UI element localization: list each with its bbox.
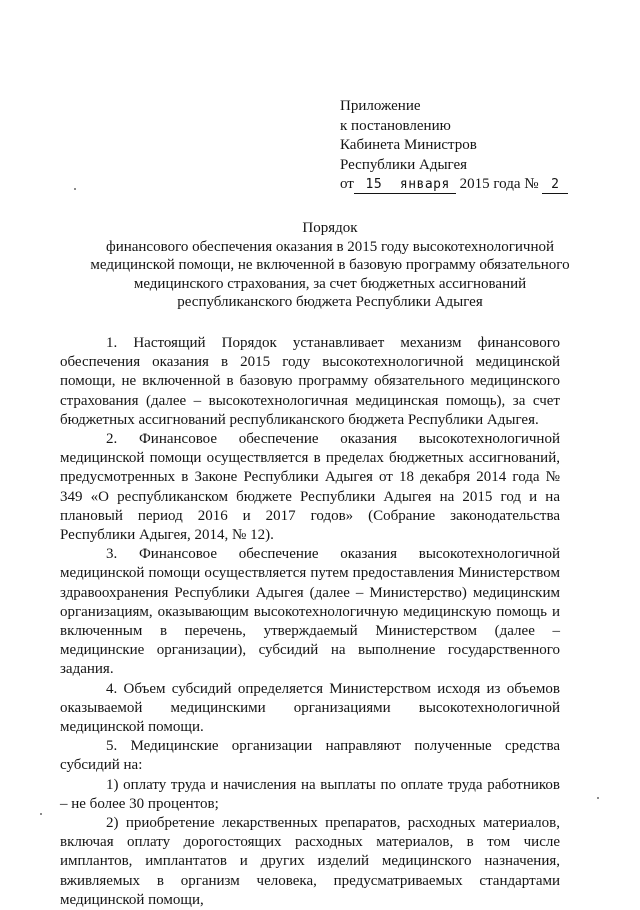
document-title — [60, 219, 600, 312]
paragraph-5: 5. Медицинские организации направляют полученные средства субсидий на: — [60, 738, 560, 774]
paragraph-5-item-1: 1) оплату труда и начисления на выплаты по оплате труда работников – не более 30 процентов; — [60, 776, 560, 812]
scan-speck — [597, 797, 599, 799]
title-line-3: медицинской помощи, не включенной в базовую программу обязательного — [90, 257, 570, 273]
scan-speck — [74, 188, 76, 190]
title-line-2: финансового обеспечения оказания в 2015 году высокотехнологичной — [105, 238, 555, 255]
title-line-5: республиканского бюджета Республики Адыгея — [177, 294, 483, 310]
date-month-handwritten: января — [394, 177, 456, 194]
document-body — [60, 334, 560, 910]
appendix-line-1: Приложение — [340, 98, 421, 114]
appendix-header — [340, 97, 600, 195]
paragraph-1: 1. Настоящий Порядок устанавливает механизм финансового обеспечения оказания в 2015 году высокотехнологичной медицинской помощи, не включенной в базовую программу обязательного медицинского страхования (далее – высокотехнологичная медицинская помощь), за счет бюджетных ассигнований республиканского бюджета Республики Адыгея. — [60, 335, 560, 428]
date-day-handwritten: 15 — [354, 177, 394, 194]
appendix-line-2: к постановлению — [340, 117, 451, 134]
title-line-4: медицинского страхования, за счет бюджетных ассигнований — [133, 275, 527, 292]
paragraph-4: 4. Объем субсидий определяется Министерством исходя из объемов оказываемой медицинскими организациями высокотехнологичной медицинской помощи. — [60, 680, 560, 736]
date-year: 2015 года № — [459, 176, 539, 192]
paragraph-3: 3. Финансовое обеспечение оказания высокотехнологичной медицинской помощи осуществляется путем предоставления Министерством здравоохранения Республики Адыгея (далее – Министерство) медицинским организациям, оказывающим высокотехнологичную медицинскую помощь и включенным в перечень, утверждаемый Министерством (далее – медицинские организации), субсидий на выполнение государственного задания. — [60, 546, 560, 678]
title-line-1: Порядок — [302, 220, 358, 236]
appendix-line-4: Республики Адыгея — [340, 156, 468, 173]
date-number-handwritten: 2 — [542, 177, 568, 194]
scan-speck — [40, 813, 42, 815]
appendix-line-3: Кабинета Министров — [340, 137, 477, 153]
paragraph-2: 2. Финансовое обеспечение оказания высокотехнологичной медицинской помощи осуществляется в пределах бюджетных ассигнований, предусмотренных в Законе Республики Адыгея от 18 декабря 2014 года № 349 «О республиканском бюджете Республики Адыгея на 2015 год и на плановый период 2016 и 2017 годов» (Собрание законодательства Республики Адыгея, 2014, № 12). — [60, 431, 560, 544]
appendix-date-line — [340, 175, 600, 195]
date-prefix: от — [340, 176, 354, 192]
paragraph-5-item-2: 2) приобретение лекарственных препаратов, расходных материалов, включая оплату дорогостоящих расходных материалов, в том числе имплантов, имплантатов и других изделий медицинского назначения, вживляемых в организм человека, предусматриваемых стандартами медицинской помощи, — [60, 815, 560, 908]
